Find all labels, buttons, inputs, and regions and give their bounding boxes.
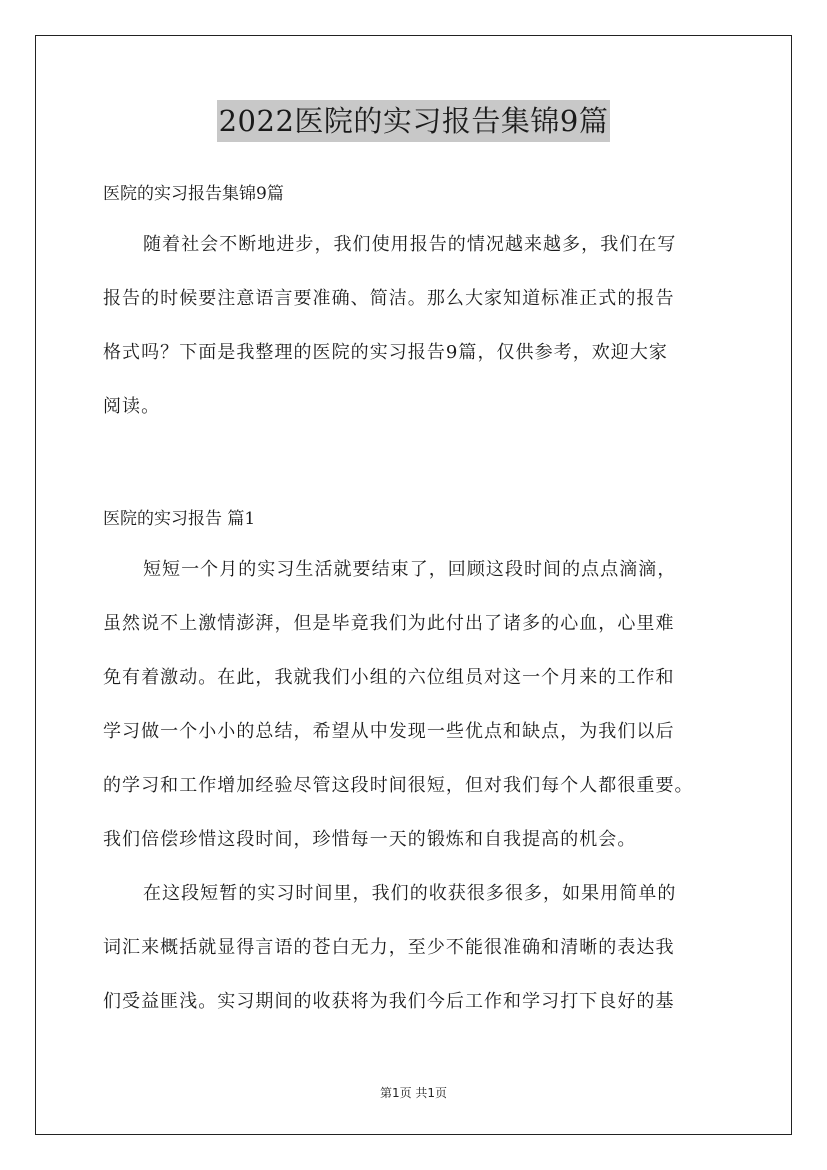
paragraph-line: 格式吗？下面是我整理的医院的实习报告9篇，仅供参考，欢迎大家 [103, 342, 668, 363]
paragraph-line: 短短一个月的实习生活就要结束了，回顾这段时间的点点滴滴， [143, 559, 677, 580]
document-title [0, 100, 827, 142]
document-title-text: 2022医院的实习报告集锦9篇 [217, 100, 611, 142]
intro-paragraph [103, 218, 728, 434]
paragraph-line: 阅读。 [103, 396, 161, 417]
paragraph-line: 我们倍偿珍惜这段时间，珍惜每一天的锻炼和自我提高的机会。 [103, 829, 637, 850]
paragraph-line: 学习做一个小小的总结，希望从中发现一些优点和缺点，为我们以后 [103, 721, 675, 742]
paragraph-line: 的学习和工作增加经验尽管这段时间很短，但对我们每个人都很重要。 [103, 775, 694, 796]
paragraph-line: 在这段短暂的实习时间里，我们的收获很多很多，如果用简单的 [143, 883, 677, 904]
document-subtitle: 医院的实习报告集锦9篇 [103, 184, 284, 204]
paragraph-line: 随着社会不断地进步，我们使用报告的情况越来越多，我们在写 [143, 234, 677, 255]
paragraph-line: 报告的时候要注意语言要准确、简洁。那么大家知道标准正式的报告 [103, 288, 675, 309]
section-heading: 医院的实习报告 篇1 [103, 509, 256, 529]
paragraph-line: 们受益匪浅。实习期间的收获将为我们今后工作和学习打下良好的基 [103, 991, 675, 1012]
section-paragraph-2 [103, 867, 728, 1029]
page-footer [0, 1084, 827, 1101]
section-paragraph-1 [103, 543, 728, 867]
paragraph-line: 词汇来概括就显得言语的苍白无力，至少不能很准确和清晰的表达我 [103, 937, 675, 958]
paragraph-line: 免有着激动。在此，我就我们小组的六位组员对这一个月来的工作和 [103, 667, 675, 688]
page-number-label: 第1页 共1页 [379, 1086, 448, 1100]
paragraph-line: 虽然说不上激情澎湃，但是毕竟我们为此付出了诸多的心血，心里难 [103, 613, 675, 634]
